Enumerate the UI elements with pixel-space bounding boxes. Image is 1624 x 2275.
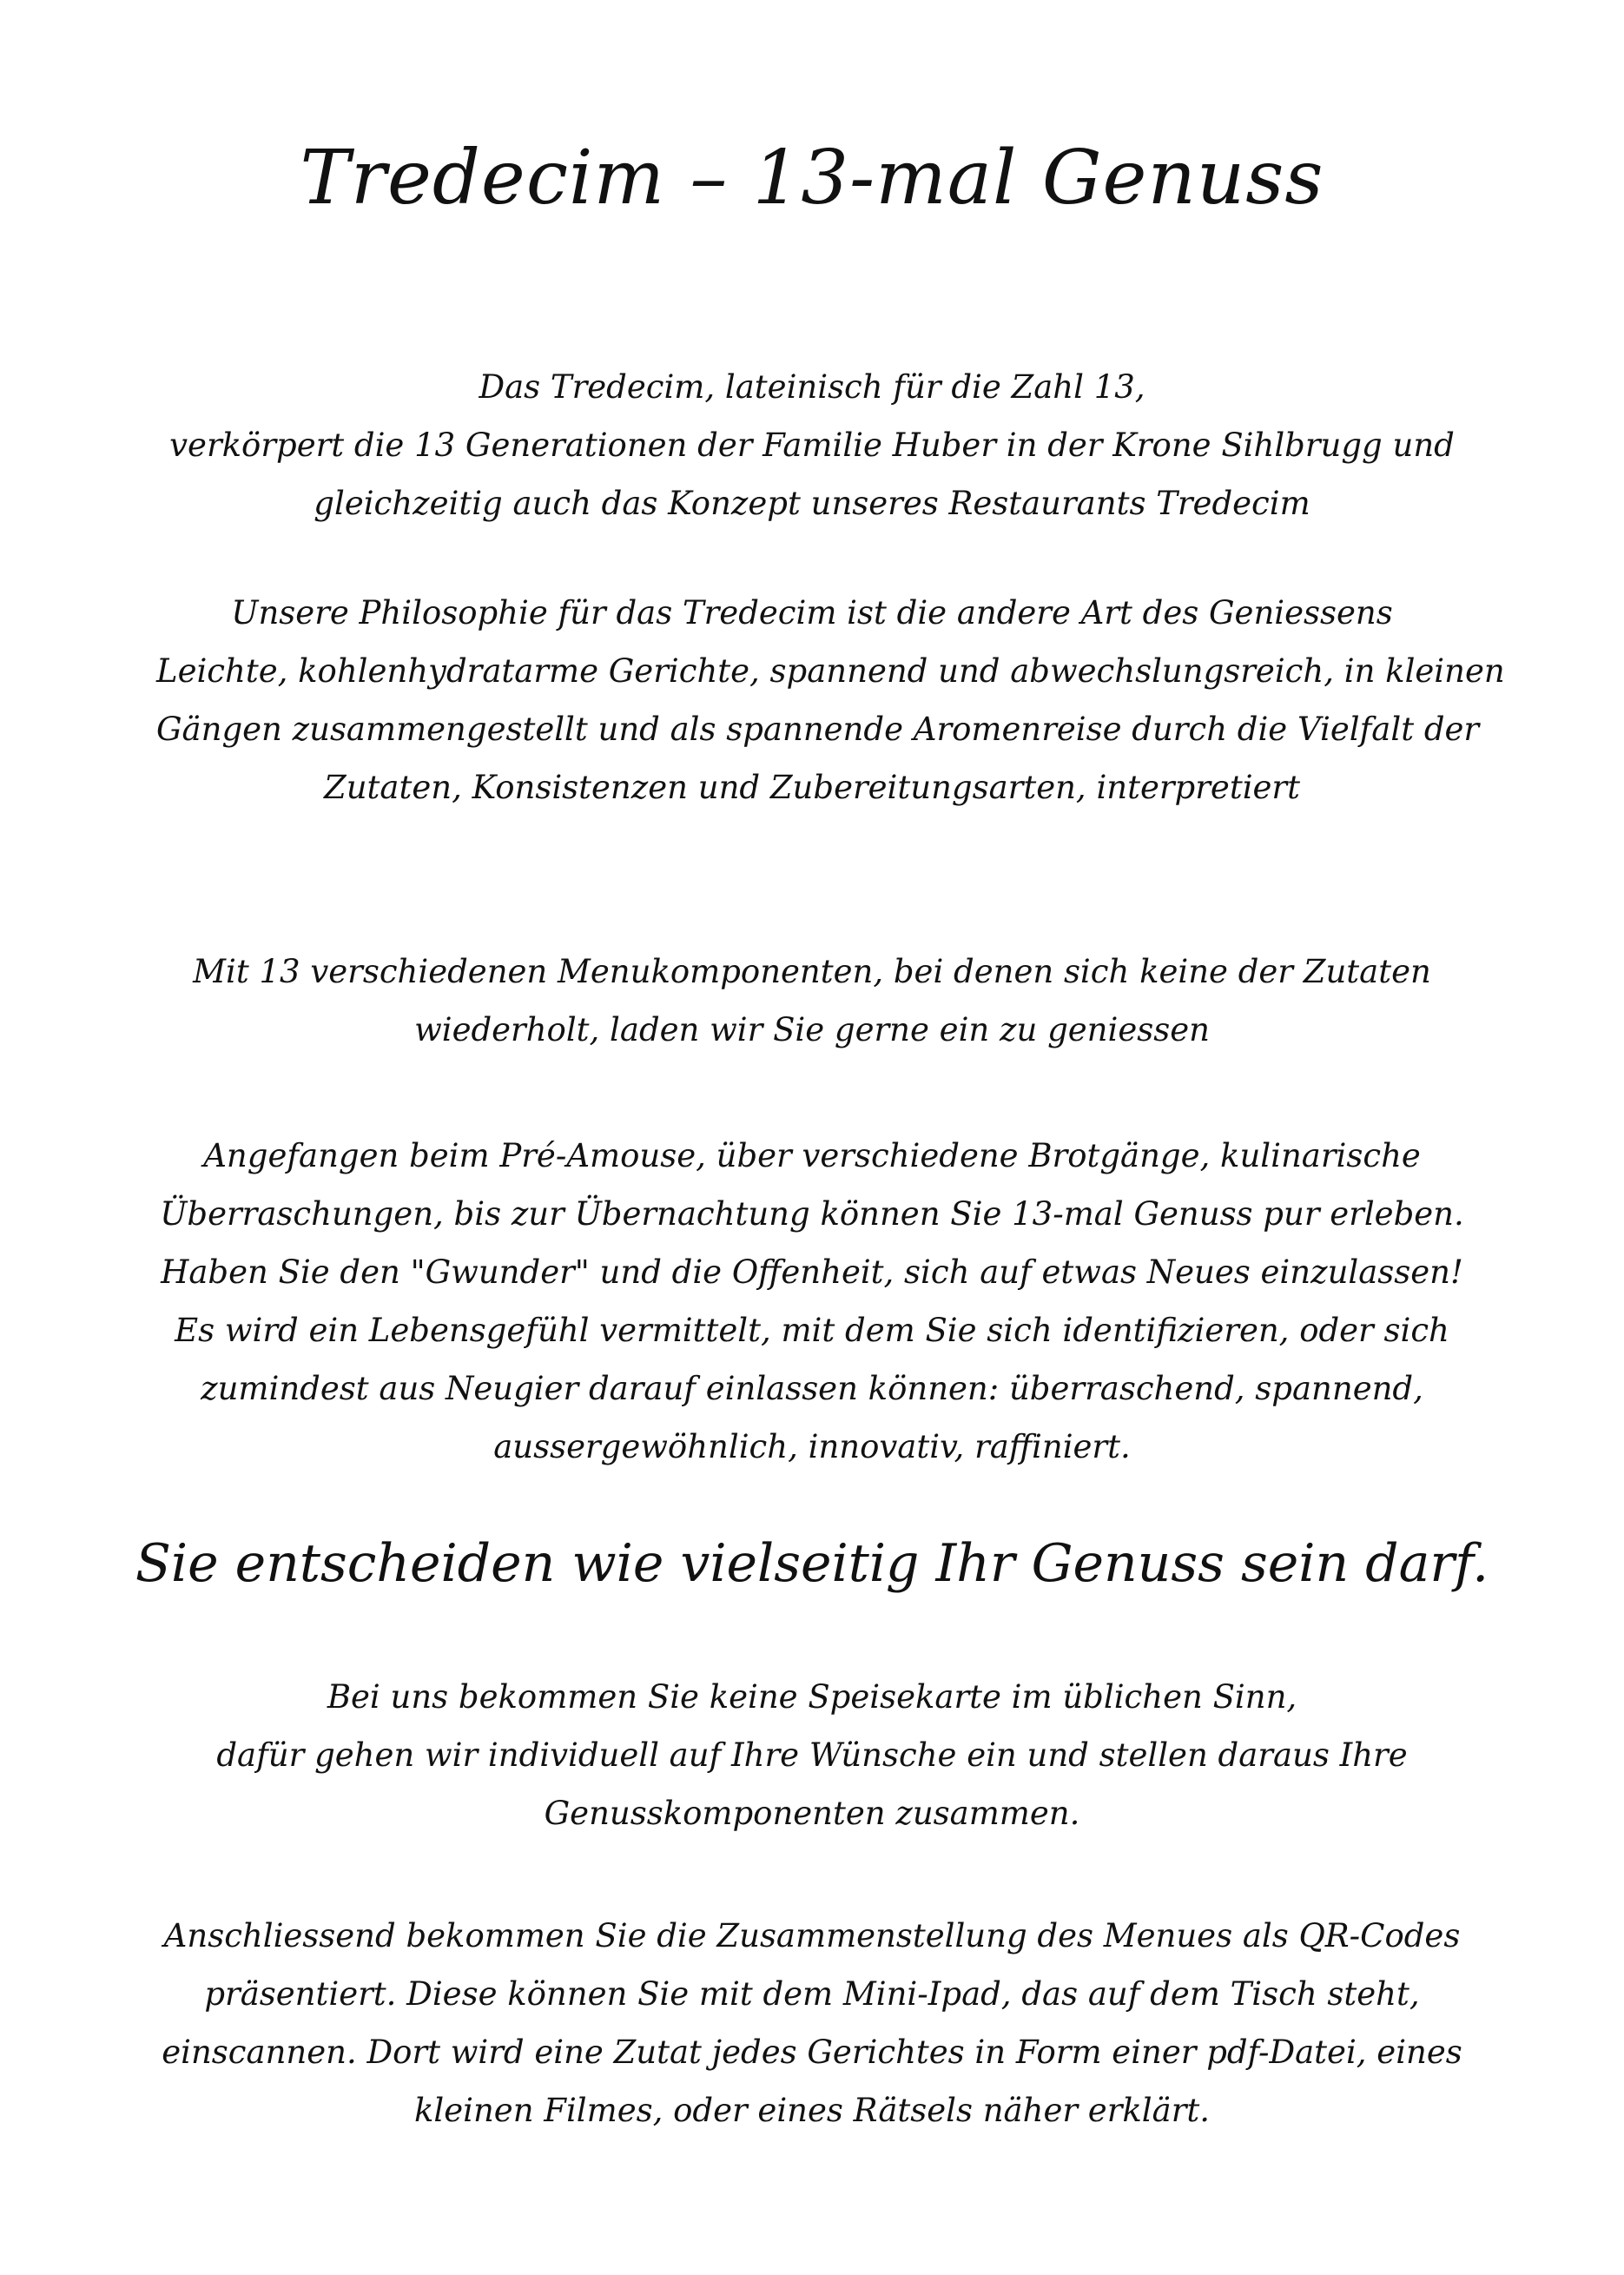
- text-line: Mit 13 verschiedenen Menukomponenten, bei denen sich keine der Zutaten: [193, 953, 1431, 990]
- text-line: Gängen zusammengestellt und als spannende Aromenreise durch die Vielfalt der: [156, 711, 1480, 748]
- intro-paragraph: [156, 358, 1468, 532]
- experience-paragraph: [156, 1127, 1468, 1476]
- page-title: Tredecim – 13-mal Genuss: [300, 135, 1324, 222]
- text-line: Angefangen beim Pré-Amouse, über verschiedene Brotgänge, kulinarische: [203, 1137, 1421, 1174]
- text-line: dafür gehen wir individuell auf Ihre Wünsche ein und stellen daraus Ihre: [216, 1736, 1408, 1774]
- qr-code-paragraph: [156, 1907, 1468, 2139]
- text-line: Leichte, kohlenhydratarme Gerichte, spannend und abwechslungsreich, in kleinen: [156, 652, 1505, 690]
- text-line: Zutaten, Konsistenzen und Zubereitungsarten, interpretiert: [324, 769, 1300, 806]
- text-line: Bei uns bekommen Sie keine Speisekarte im üblichen Sinn,: [327, 1678, 1297, 1716]
- text-line: Anschliessend bekommen Sie die Zusammenstellung des Menues als QR-Codes: [163, 1917, 1461, 1954]
- text-line: gleichzeitig auch das Konzept unseres Restaurants Tredecim: [314, 485, 1310, 522]
- text-line: Genusskomponenten zusammen.: [544, 1795, 1080, 1832]
- menu-components-paragraph: [156, 942, 1468, 1059]
- highlight-statement: Sie entscheiden wie vielseitig Ihr Genuss sein darf.: [135, 1533, 1489, 1594]
- text-line: kleinen Filmes, oder eines Rätsels näher erklärt.: [413, 2092, 1211, 2129]
- philosophy-paragraph: [156, 584, 1505, 817]
- text-line: aussergewöhnlich, innovativ, raffiniert.: [493, 1428, 1131, 1465]
- no-menu-card-paragraph: [156, 1668, 1468, 1842]
- text-line: Das Tredecim, lateinisch für die Zahl 13,: [479, 368, 1145, 406]
- text-line: Es wird ein Lebensgefühl vermittelt, mit dem Sie sich identifizieren, oder sich: [175, 1312, 1449, 1349]
- text-line: verkörpert die 13 Generationen der Familie Huber in der Krone Sihlbrugg und: [169, 427, 1455, 464]
- text-line: Überraschungen, bis zur Übernachtung können Sie 13-mal Genuss pur erleben.: [160, 1195, 1464, 1233]
- text-line: wiederholt, laden wir Sie gerne ein zu geniessen: [414, 1011, 1210, 1048]
- text-line: präsentiert. Diese können Sie mit dem Mini-Ipad, das auf dem Tisch steht,: [204, 1975, 1420, 2013]
- text-line: Unsere Philosophie für das Tredecim ist die andere Art des Geniessens: [231, 594, 1393, 632]
- text-line: einscannen. Dort wird eine Zutat jedes Gerichtes in Form einer pdf-Datei, eines: [162, 2034, 1462, 2071]
- text-line: Haben Sie den "Gwunder" und die Offenheit, sich auf etwas Neues einzulassen!: [161, 1253, 1463, 1291]
- text-line: zumindest aus Neugier darauf einlassen können: überraschend, spannend,: [201, 1370, 1423, 1407]
